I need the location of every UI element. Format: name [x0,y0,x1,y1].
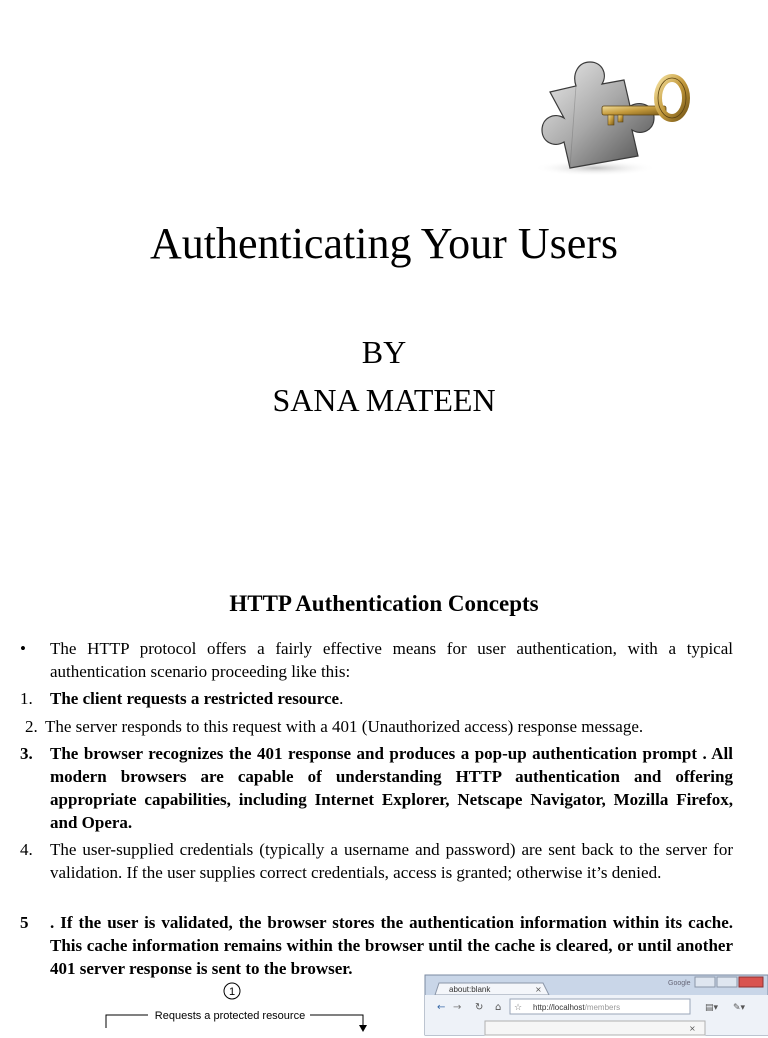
home-icon: ⌂ [495,1002,502,1013]
intro-text: The HTTP protocol offers a fairly effective means for user authentication, with a typical authentication scenario proceeding like this: [50,639,733,681]
reload-icon: ↻ [475,1002,484,1013]
puzzle-key-icon [520,40,695,180]
slide-title: Authenticating Your Users [149,219,619,268]
step-text: The browser recognizes the 401 response and produces a pop-up authentication prompt . All modern browsers are capable of understanding HTTP authentication and offering appropriate capabilities, including Internet Explorer, Netscape Navigator, Mozilla Firefox, and Opera. [50,744,733,832]
step-text: The user-supplied credentials (typically a username and password) are sent back to the server for validation. If the user supplies correct credentials, access is granted; otherwise it’s denied. [50,840,733,882]
browser-window-screenshot [425,973,768,1033]
tab-close-icon: × [535,985,542,994]
bullet-marker: • [20,639,26,658]
intro-paragraph [20,637,733,683]
step-text: The server responds to this request with a 401 (Unauthorized access) response message. [45,717,644,736]
list-item: 4. The user-supplied credentials (typically a username and password) are sent back to the server for validation. If the user supplies correct credentials, access is granted; otherwise it’s denied. [20,840,733,882]
forward-icon: → [453,1002,462,1013]
step-text: . If the user is validated, the browser stores the authentication information within its cache. This cache information remains within the browser until the cache is cleared, or until another 401 server response is sent to the browser. [50,913,733,978]
byline-label: BY [361,334,407,370]
list-item: 1. The client requests a restricted resource. [20,689,344,708]
wrench-menu-icon: ✎▾ [733,1003,746,1013]
address-bar: http://localhost/members [533,1003,621,1012]
section-title: HTTP Authentication Concepts [229,591,539,616]
star-icon: ☆ [514,1003,523,1013]
auth-flow-diagram [100,973,380,1033]
browser-tab-label: about:blank [449,985,491,994]
back-icon: ← [437,1002,446,1013]
diagram-arrow-label: Requests a protected resource [154,1010,306,1022]
concepts-slide [0,565,768,1033]
list-item: 3. The browser recognizes the 401 response and produces a pop-up authentication prompt . All modern browsers are capable of understanding HTTP authentication and offering appropriate capabilities, including Internet Explorer, Netscape Navigator, Mozilla Firefox, and Opera. [20,744,733,832]
author-name: SANA MATEEN [272,382,496,418]
list-item: 5 . If the user is validated, the browser stores the authentication information within its cache. This cache information remains within the browser until the cache is cleared, or until another 401 server response is sent to the browser. [20,913,733,978]
browser-engine-label: Google [668,980,691,987]
dialog-close-icon: × [689,1024,696,1033]
diagram-step-number: 1 [228,986,236,998]
step-text: The client requests a restricted resource [50,689,340,708]
list-item: 2. The server responds to this request with a 401 (Unauthorized access) response message. [25,717,644,736]
page-menu-icon: ▤▾ [705,1003,719,1013]
